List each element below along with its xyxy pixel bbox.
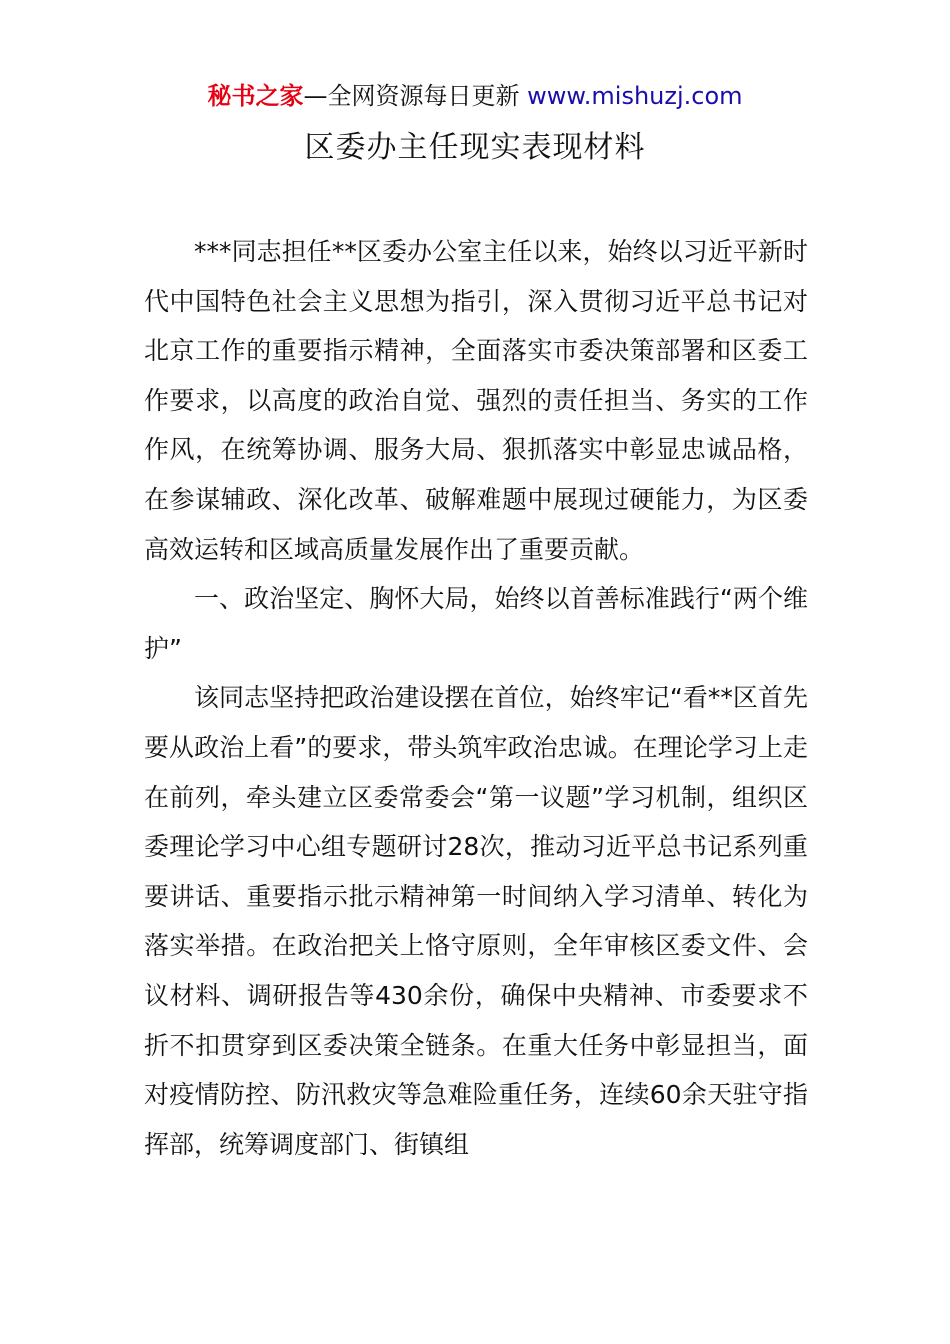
section-heading-1: 一、政治坚定、胸怀大局，始终以首善标准践行“两个维护” bbox=[144, 584, 808, 663]
document-title: 区委办主任现实表现材料 bbox=[304, 130, 646, 165]
brand-url-link[interactable]: www.mishuzj.com bbox=[527, 82, 743, 110]
brand-name: 秘书之家 bbox=[207, 82, 304, 110]
intro-paragraph: ***同志担任**区委办公室主任以来，始终以习近平新时代中国特色社会主义思想为指引，深入贯彻习近平总书记对北京工作的重要指示精神，全面落实市委决策部署和区委工作要求，以高度的政治自觉、强烈的责任担当、务实的工作作风，在统筹协调、服务大局、狠抓落实中彰显忠诚品格，在参谋辅政、深化改革、破解难题中展现过硬能力，为区委高效运转和区域高质量发展作出了重要贡献。 bbox=[144, 237, 808, 564]
document-body bbox=[144, 227, 808, 1169]
site-header bbox=[0, 80, 950, 112]
brand-tagline: —全网资源每日更新 bbox=[303, 82, 520, 110]
section-1-paragraph: 该同志坚持把政治建设摆在首位，始终牢记“看**区首先要从政治上看”的要求，带头筑牢政治忠诚。在理论学习上走在前列，牵头建立区委常委会“第一议题”学习机制，组织区委理论学习中心组专题研讨28次，推动习近平总书记系列重要讲话、重要指示批示精神第一时间纳入学习清单、转化为落实举措。在政治把关上恪守原则，全年审核区委文件、会议材料、调研报告等430余份，确保中央精神、市委要求不折不扣贯穿到区委决策全链条。在重大任务中彰显担当，面对疫情防控、防汛救灾等急难险重任务，连续60余天驻守指挥部，统筹调度部门、街镇组 bbox=[144, 683, 808, 1159]
